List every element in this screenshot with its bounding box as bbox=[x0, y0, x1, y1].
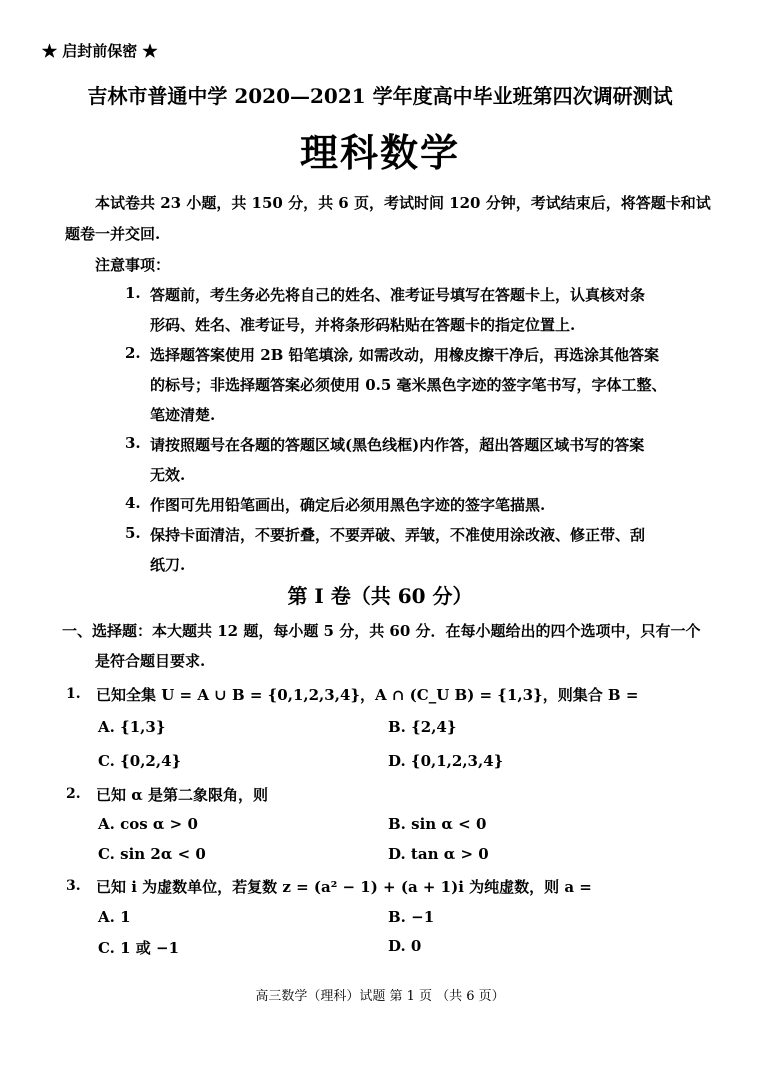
question-2-number: 2. bbox=[66, 786, 81, 802]
notice-4-line-1: 作图可先用铅笔画出，确定后必须用黑色字迹的签字笔描黑. bbox=[150, 496, 546, 514]
notice-1-line-2: 形码、姓名、准考证号，并将条形码粘贴在答题卡的指定位置上. bbox=[150, 316, 576, 334]
notice-4-number: 4. bbox=[125, 494, 141, 512]
question-3-text: 已知 i 为虚数单位，若复数 z = (a² − 1) + (a + 1)i 为纯虚数，则 a = bbox=[96, 878, 592, 896]
confidential-label: ★ 启封前保密 ★ bbox=[42, 42, 158, 60]
question-1-option-a: A. {1,3} bbox=[98, 718, 166, 736]
question-2-option-d: D. tan α > 0 bbox=[388, 845, 489, 863]
question-3-option-a: A. 1 bbox=[98, 908, 131, 926]
notice-3-number: 3. bbox=[125, 434, 141, 452]
notice-2-line-2: 的标号；非选择题答案必须使用 0.5 毫米黑色字迹的签字笔书写，字体工整、 bbox=[150, 376, 667, 394]
notice-5-line-2: 纸刀. bbox=[150, 556, 186, 574]
notice-5-line-1: 保持卡面清洁，不要折叠，不要弄破、弄皱，不准使用涂改液、修正带、刮 bbox=[150, 526, 646, 544]
question-1-option-c: C. {0,2,4} bbox=[98, 752, 182, 770]
notice-2-line-1: 选择题答案使用 2B 铅笔填涂, 如需改动，用橡皮擦干净后，再选涂其他答案 bbox=[150, 346, 660, 364]
subject-title: 理科数学 bbox=[299, 130, 460, 175]
question-1-option-b: B. {2,4} bbox=[388, 718, 457, 736]
exam-title: 吉林市普通中学 2020—2021 学年度高中毕业班第四次调研测试 bbox=[87, 84, 673, 108]
notice-5-number: 5. bbox=[125, 524, 141, 542]
notice-title: 注意事项： bbox=[95, 256, 171, 274]
question-3-option-d: D. 0 bbox=[388, 937, 422, 955]
question-2-option-b: B. sin α < 0 bbox=[388, 815, 487, 833]
question-1-option-d: D. {0,1,2,3,4} bbox=[388, 752, 504, 770]
notice-3-line-2: 无效. bbox=[150, 466, 186, 484]
part-instruction-line-1: 一、选择题：本大题共 12 题，每小题 5 分，共 60 分．在每小题给出的四个选项中，只有一个 bbox=[62, 622, 701, 640]
question-3-option-c: C. 1 或 −1 bbox=[98, 939, 180, 957]
question-2-option-c: C. sin 2α < 0 bbox=[98, 845, 206, 863]
question-2-option-a: A. cos α > 0 bbox=[98, 815, 198, 833]
page-footer: 高三数学（理科）试题 第 1 页 （共 6 页） bbox=[255, 989, 505, 1004]
section-title: 第 I 卷（共 60 分） bbox=[287, 584, 473, 608]
question-1-number: 1. bbox=[66, 686, 81, 702]
notice-2-number: 2. bbox=[125, 344, 141, 362]
intro-line-2: 题卷一并交回. bbox=[65, 225, 161, 243]
notice-2-line-3: 笔迹清楚. bbox=[150, 406, 216, 424]
question-1-text: 已知全集 U = A ∪ B = {0,1,2,3,4}，A ∩ (C_U B) = {1,3}，则集合 B = bbox=[96, 686, 639, 704]
question-3-option-b: B. −1 bbox=[388, 908, 435, 926]
question-3-number: 3. bbox=[66, 878, 81, 894]
notice-1-number: 1. bbox=[125, 284, 141, 302]
question-2-text: 已知 α 是第二象限角，则 bbox=[96, 786, 268, 804]
part-instruction-line-2: 是符合题目要求. bbox=[95, 652, 206, 670]
notice-1-line-1: 答题前，考生务必先将自己的姓名、准考证号填写在答题卡上，认真核对条 bbox=[150, 286, 646, 304]
notice-3-line-1: 请按照题号在各题的答题区域(黑色线框)内作答，超出答题区域书写的答案 bbox=[150, 436, 645, 454]
intro-line-1: 本试卷共 23 小题，共 150 分，共 6 页，考试时间 120 分钟，考试结束后，将答题卡和试 bbox=[95, 194, 711, 212]
